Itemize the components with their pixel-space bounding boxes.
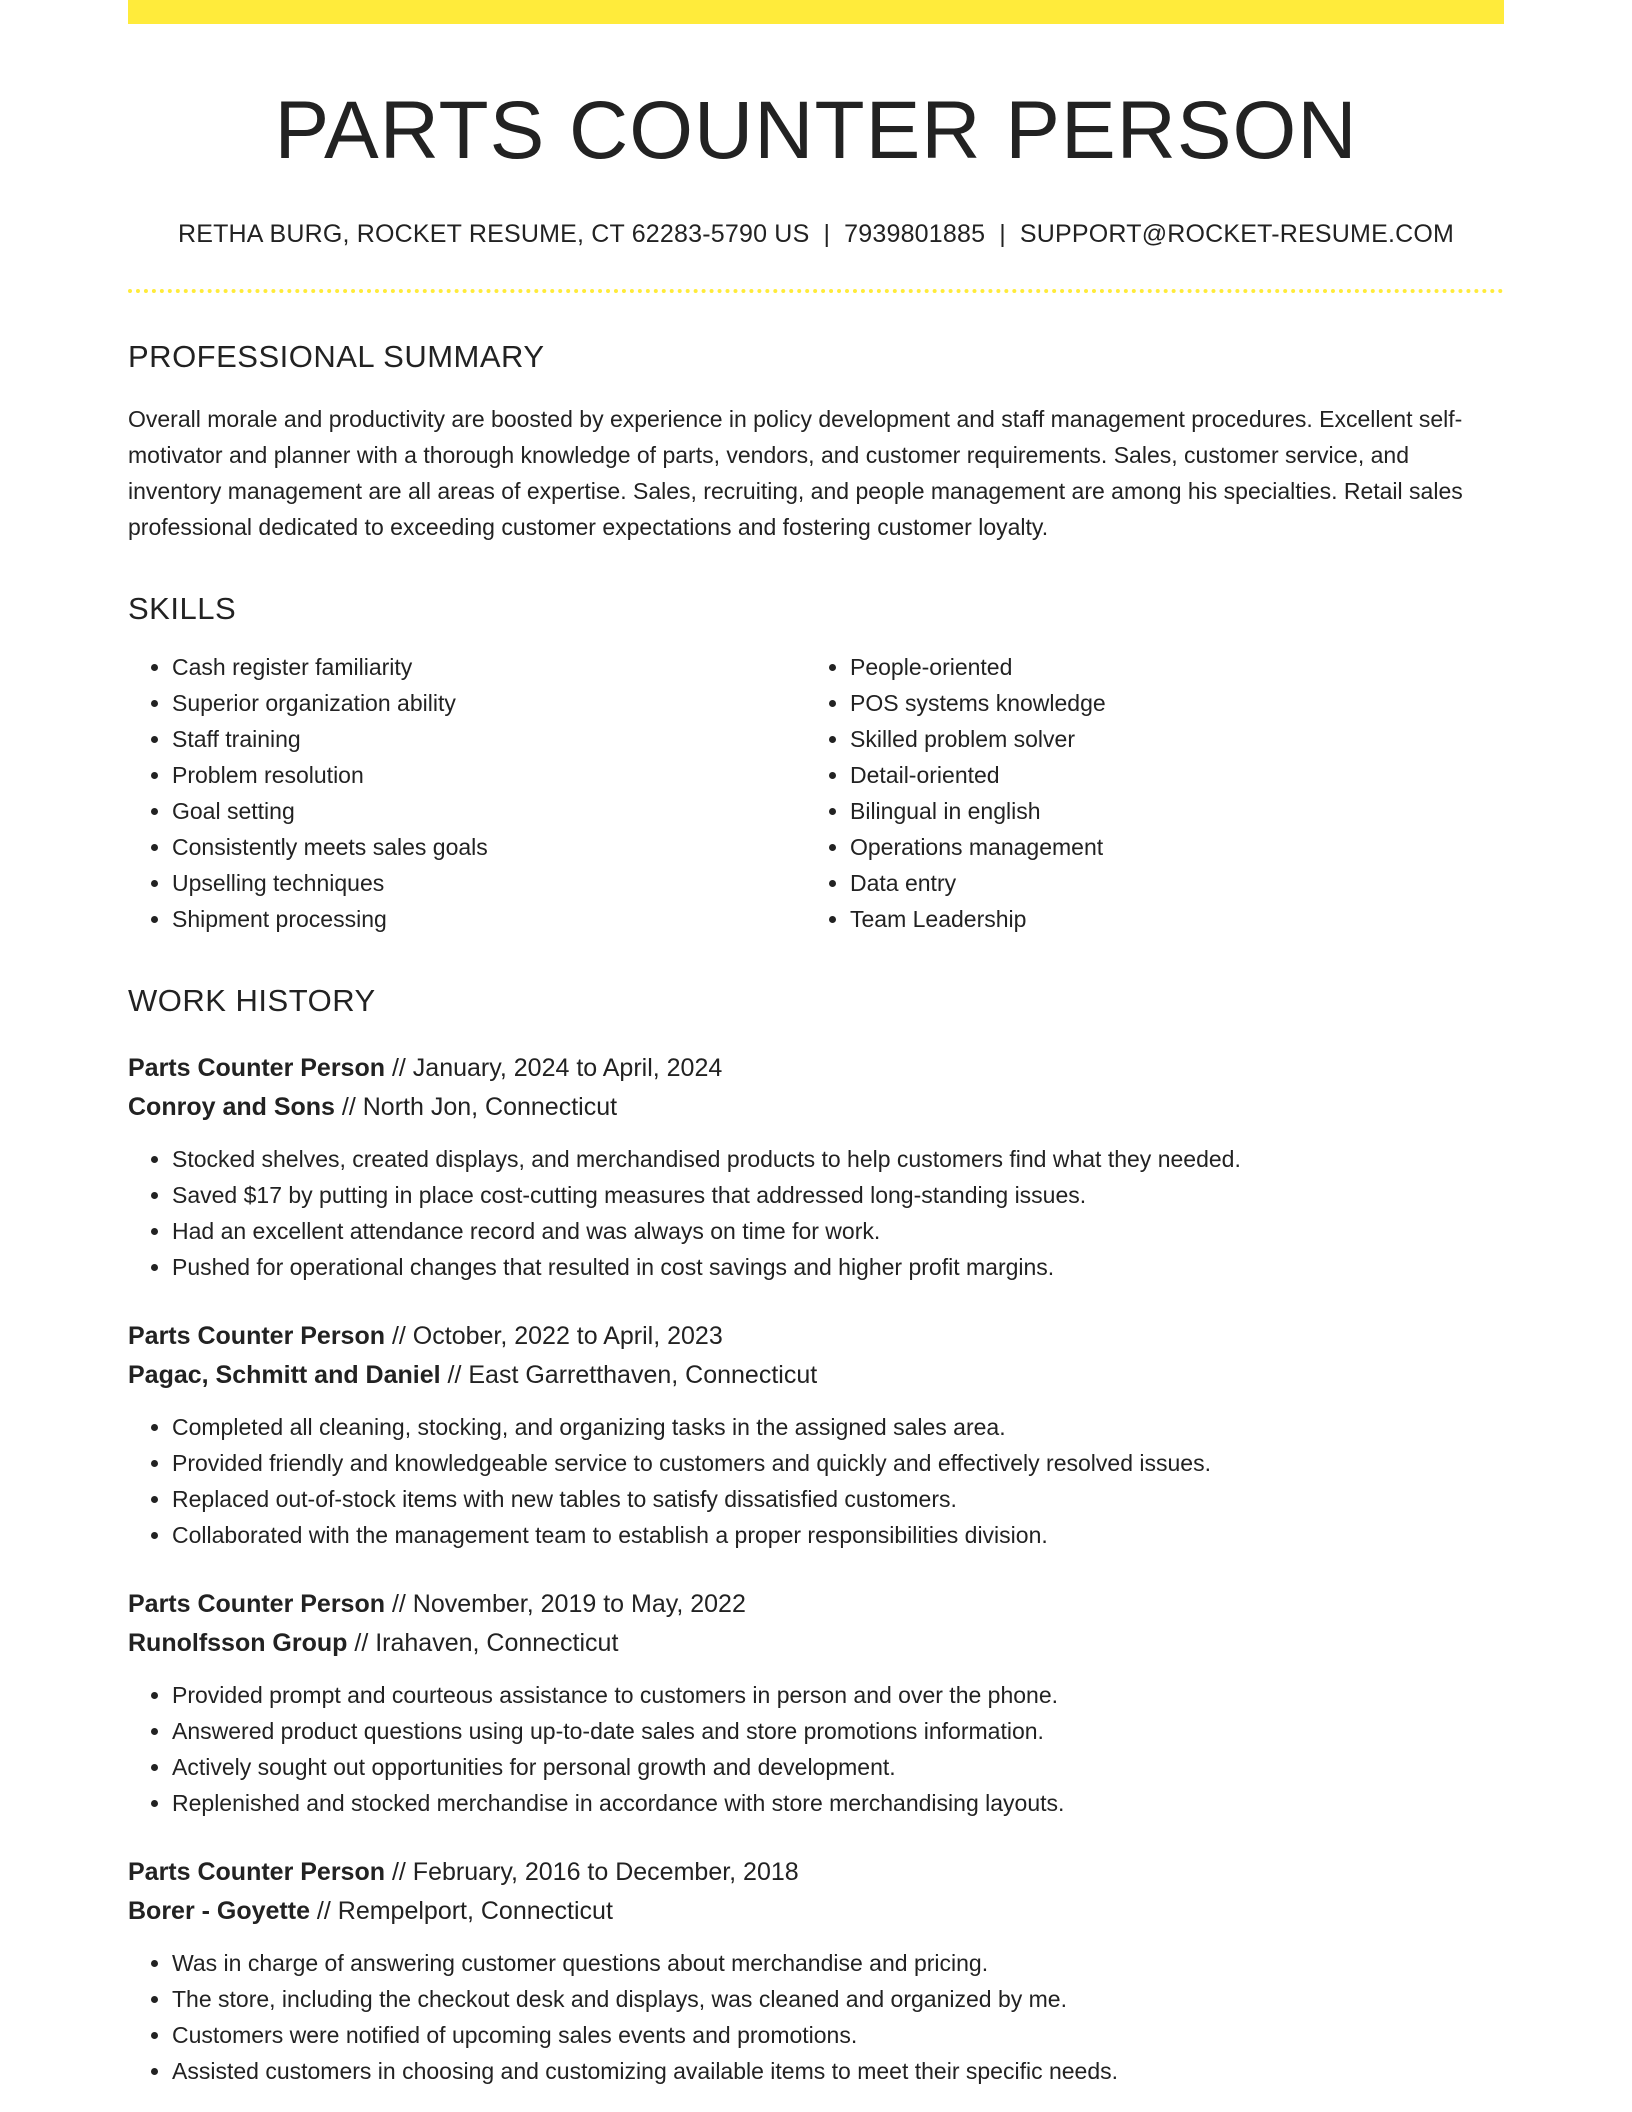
skill-item: • Operations management [850, 829, 1484, 865]
job-company-line [128, 1088, 1504, 1127]
skill-item: • Superior organization ability [172, 685, 806, 721]
job-dates: // February, 2016 to December, 2018 [385, 1858, 799, 1887]
job-location: // North Jon, Connecticut [334, 1093, 618, 1122]
job-bullet: • Actively sought out opportunities for personal growth and development. [172, 1749, 1504, 1785]
summary-text: Overall morale and productivity are boosted by experience in policy development and staff management procedures. Excellent self-motivator and planner with a thorough knowledge of parts, vendors, and customer requirements. Sales, customer service, and inventory management are all areas of expertise. Sales, recruiting, and people management are among his specialties. Retail sales professional dedicated to exceeding customer expectations and fostering customer loyalty. [128, 406, 1463, 541]
job-company: Runolfsson Group [128, 1629, 348, 1658]
skill-item: • Data entry [850, 865, 1484, 901]
job-entry [128, 1317, 1504, 1553]
skill-item: • Bilingual in english [850, 793, 1484, 829]
job-bullet: • Customers were notified of upcoming sales events and promotions. [172, 2017, 1504, 2053]
job-location: // East Garretthaven, Connecticut [440, 1361, 818, 1390]
skills-list [128, 649, 1504, 937]
job-entry [128, 1585, 1504, 1821]
work-history-heading: WORK HISTORY [128, 983, 376, 1019]
skills-heading: SKILLS [128, 591, 237, 627]
job-company-line [128, 1356, 1504, 1395]
job-bullet: • Completed all cleaning, stocking, and organizing tasks in the assigned sales area. [172, 1409, 1504, 1445]
top-accent-bar [128, 0, 1504, 24]
summary-heading: PROFESSIONAL SUMMARY [128, 339, 545, 375]
job-location: // Irahaven, Connecticut [347, 1629, 619, 1658]
job-location: // Rempelport, Connecticut [309, 1897, 613, 1926]
skill-item: • Consistently meets sales goals [172, 829, 806, 865]
resume-title: PARTS COUNTER PERSON [274, 85, 1358, 176]
job-bullet: • Pushed for operational changes that resulted in cost savings and higher profit margins. [172, 1249, 1504, 1285]
job-bullet: • Provided prompt and courteous assistance to customers in person and over the phone. [172, 1677, 1504, 1713]
job-title: Parts Counter Person [128, 1322, 386, 1351]
dotted-divider [128, 289, 1504, 293]
job-bullet: • Assisted customers in choosing and customizing available items to meet their specific needs. [172, 2053, 1504, 2089]
contact-phone: 7939801885 [844, 220, 986, 249]
contact-line [128, 220, 1504, 249]
job-entry [128, 1049, 1504, 1285]
skill-item: • Staff training [172, 721, 806, 757]
skill-item: • Team Leadership [850, 901, 1484, 937]
job-bullet: • Stocked shelves, created displays, and merchandised products to help customers find what they needed. [172, 1141, 1504, 1177]
resume-page [128, 0, 1504, 2089]
job-bullets [128, 1945, 1504, 2089]
job-dates: // January, 2024 to April, 2024 [385, 1054, 723, 1083]
job-title: Parts Counter Person [128, 1858, 386, 1887]
job-bullet: • Was in charge of answering customer questions about merchandise and pricing. [172, 1945, 1504, 1981]
skill-item: • People-oriented [850, 649, 1484, 685]
job-bullet: • Answered product questions using up-to-date sales and store promotions information. [172, 1713, 1504, 1749]
skill-item: • Problem resolution [172, 757, 806, 793]
job-bullet: • Saved $17 by putting in place cost-cutting measures that addressed long-standing issues. [172, 1177, 1504, 1213]
job-bullets [128, 1677, 1504, 1821]
skill-item: • Upselling techniques [172, 865, 806, 901]
contact-separator: | [823, 220, 831, 249]
job-company: Conroy and Sons [128, 1093, 335, 1122]
job-title-line [128, 1317, 1504, 1356]
job-entry [128, 1853, 1504, 2089]
job-bullet: • Collaborated with the management team to establish a proper responsibilities division. [172, 1517, 1504, 1553]
skill-item: • Detail-oriented [850, 757, 1484, 793]
contact-email: SUPPORT@ROCKET-RESUME.COM [1019, 220, 1455, 249]
job-company: Borer - Goyette [128, 1897, 310, 1926]
contact-address: RETHA BURG, ROCKET RESUME, CT 62283-5790 US [177, 220, 810, 249]
job-company-line [128, 1624, 1504, 1663]
job-bullet: • Had an excellent attendance record and was always on time for work. [172, 1213, 1504, 1249]
job-bullet: • Replaced out-of-stock items with new tables to satisfy dissatisfied customers. [172, 1481, 1504, 1517]
skill-item: • Goal setting [172, 793, 806, 829]
skill-item: • Cash register familiarity [172, 649, 806, 685]
skill-item: • Shipment processing [172, 901, 806, 937]
job-bullet: • The store, including the checkout desk and displays, was cleaned and organized by me. [172, 1981, 1504, 2017]
contact-separator: | [999, 220, 1006, 249]
job-title-line [128, 1585, 1504, 1624]
job-company: Pagac, Schmitt and Daniel [128, 1361, 441, 1390]
job-title-line [128, 1049, 1504, 1088]
job-title: Parts Counter Person [128, 1054, 386, 1083]
job-title-line [128, 1853, 1504, 1892]
job-bullet: • Provided friendly and knowledgeable service to customers and quickly and effectively resolved issues. [172, 1445, 1504, 1481]
job-bullets [128, 1409, 1504, 1553]
job-bullets [128, 1141, 1504, 1285]
skill-item: • Skilled problem solver [850, 721, 1484, 757]
skills-column-right [806, 649, 1484, 937]
job-dates: // November, 2019 to May, 2022 [385, 1590, 746, 1619]
job-bullet: • Replenished and stocked merchandise in accordance with store merchandising layouts. [172, 1785, 1504, 1821]
job-title: Parts Counter Person [128, 1590, 386, 1619]
skills-column-left [128, 649, 806, 937]
skill-item: • POS systems knowledge [850, 685, 1484, 721]
job-company-line [128, 1892, 1504, 1931]
job-dates: // October, 2022 to April, 2023 [385, 1322, 723, 1351]
